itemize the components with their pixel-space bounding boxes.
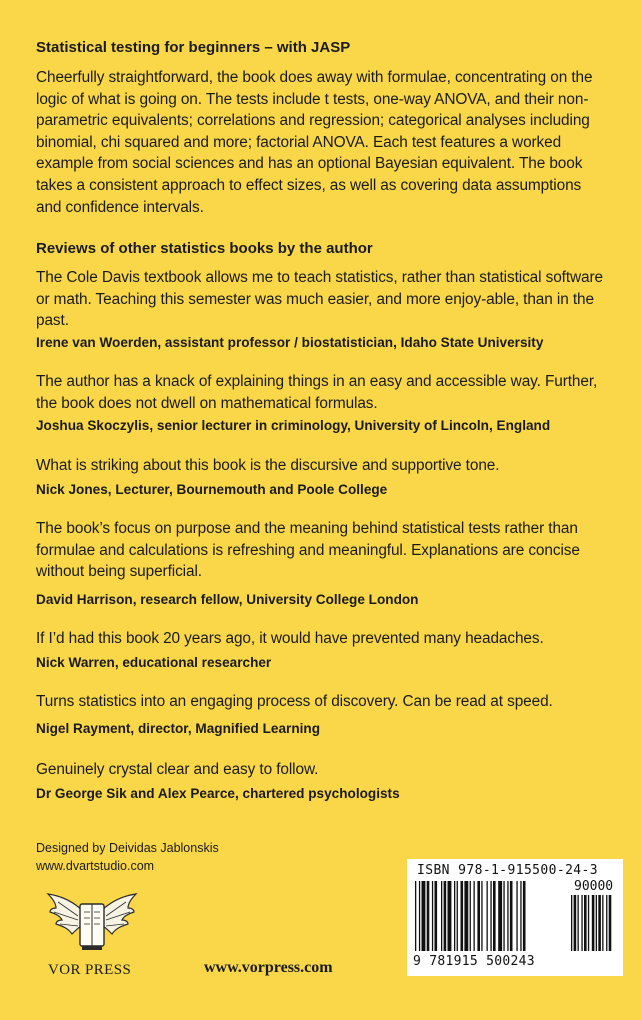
review-author: Joshua Skoczylis, senior lecturer in criminology, University of Lincoln, England (36, 418, 551, 433)
review-author: David Harrison, research fellow, University College London (36, 592, 419, 607)
review-author: Irene van Woerden, assistant professor / biostatistician, Idaho State University (36, 335, 544, 350)
review-quote: The book’s focus on purpose and the meaning behind statistical tests rather than formulae and calculations is refreshing and meaningful. Explanations are concise without being superficial. (36, 520, 580, 581)
barcode-price-code: 90000 (574, 879, 614, 894)
intro-body: Cheerfully straightforward, the book does away with formulae, concentrating on the logic of what is going on. The tests include t tests, one-way ANOVA, and their non-parametric equivalents; correlations and regression; categorical analyses including binomial, chi squared and more; factorial ANOVA. Each test features a worked example from social sciences and has an optional Bayesian equivalent. The book takes a consistent approach to effect sizes, as well as covering data assumptions and confidence intervals. (36, 69, 593, 216)
review-quote: Turns statistics into an engaging process of discovery. Can be read at speed. (36, 693, 553, 710)
isbn-label: ISBN 978-1-915500-24-3 (417, 863, 598, 878)
review-quote: Genuinely crystal clear and easy to follow. (36, 761, 319, 778)
winged-book-icon (44, 890, 140, 960)
review-author: Nick Jones, Lecturer, Bournemouth and Poole College (36, 482, 388, 497)
publisher-name: VOR PRESS (48, 962, 132, 978)
intro-heading: Statistical testing for beginners – with JASP (36, 39, 351, 56)
isbn-barcode (407, 859, 623, 976)
review-quote: If I’d had this book 20 years ago, it would have prevented many headaches. (36, 630, 544, 647)
barcode-digits: 9 781915 500243 (413, 954, 535, 969)
review-quote: The Cole Davis textbook allows me to teach statistics, rather than statistical software or math. Teaching this semester was much easier, and more enjoy-able, than in the past. (36, 269, 603, 330)
review-quote: What is striking about this book is the discursive and supportive tone. (36, 457, 500, 474)
barcode-bars (411, 881, 621, 953)
designer-site: www.dvartstudio.com (36, 859, 155, 873)
publisher-logo (44, 890, 140, 965)
review-author: Dr George Sik and Alex Pearce, chartered psychologists (36, 786, 400, 801)
review-author: Nigel Rayment, director, Magnified Learning (36, 721, 321, 736)
publisher-website[interactable]: www.vorpress.com (204, 959, 333, 976)
designer-credit: Designed by Deividas Jablonskis (36, 841, 219, 855)
review-author: Nick Warren, educational researcher (36, 655, 272, 670)
review-quote: The author has a knack of explaining things in an easy and accessible way. Further, the book does not dwell on mathematical formulas. (36, 373, 598, 412)
reviews-heading: Reviews of other statistics books by the author (36, 240, 373, 257)
